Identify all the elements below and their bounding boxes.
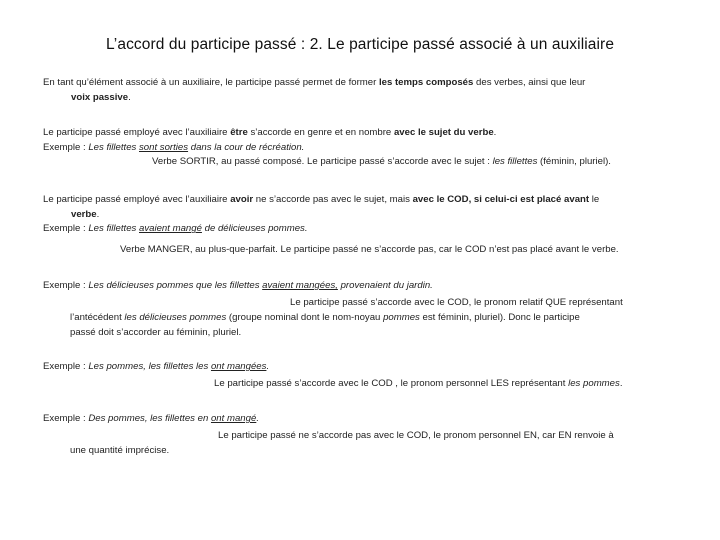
example-verb: ont mangées	[210, 361, 267, 372]
example-3-explanation	[214, 377, 622, 392]
example-2-expl-line-3: passé doit s’accorder au féminin, pluriel.	[70, 327, 242, 338]
example-text: Les pommes, les fillettes les	[88, 361, 211, 372]
avoir-keyword: avoir	[230, 194, 254, 205]
explanation-text: .	[619, 378, 623, 389]
rule-text: .	[96, 208, 100, 220]
explanation-italic: les délicieuses pommes	[124, 312, 227, 323]
example-text: provenaient du jardin.	[337, 280, 433, 291]
example-verb: sont sorties	[139, 141, 189, 153]
explanation-italic: pommes	[383, 312, 420, 323]
example-text: .	[266, 361, 270, 372]
example-2-expl-line-1: Le participe passé s’accorde avec le COD, le pronom relatif QUE représentant	[290, 297, 623, 308]
rule-text: ne s’accorde pas avec le sujet, mais	[253, 194, 413, 205]
avoir-example	[43, 222, 599, 237]
explanation-text: Verbe SORTIR, au passé composé. Le participe passé s’accorde avec le sujet :	[152, 156, 493, 167]
example-label: Exemple :	[43, 223, 89, 235]
intro-text: des verbes, ainsi que leur	[473, 77, 586, 88]
explanation-text: Le participe passé s’accorde avec le COD , le pronom personnel LES représentant	[214, 378, 569, 389]
intro-paragraph	[43, 76, 585, 105]
explanation-text: est féminin, pluriel). Donc le participe	[419, 312, 580, 323]
intro-text: En tant qu’élément associé à un auxiliaire, le participe passé permet de former	[43, 77, 379, 88]
example-label: Exemple :	[43, 413, 89, 424]
rule-emphasis: avec le COD, si celui-ci est placé avant	[412, 194, 590, 205]
explanation-italic: les fillettes	[492, 156, 538, 167]
avoir-explanation: Verbe MANGER, au plus-que-parfait. Le participe passé ne s’accorde pas, car le COD n’est pas placé avant le verbe.	[120, 244, 619, 255]
intro-line-2	[43, 91, 585, 106]
etre-example	[43, 141, 496, 156]
rule-emphasis: verbe	[71, 208, 97, 220]
example-text: dans la cour de récréation.	[188, 141, 305, 153]
avoir-rule-line-1	[43, 193, 599, 208]
example-text: .	[256, 413, 259, 424]
example-text: Les délicieuses pommes que les fillettes	[88, 280, 263, 291]
explanation-text: (féminin, pluriel).	[537, 156, 611, 167]
example-2-expl-line-2	[70, 311, 580, 326]
explanation-text: (groupe nominal dont le nom-noyau	[226, 312, 384, 323]
rule-text: Le participe passé employé avec l’auxiliaire	[43, 194, 231, 205]
example-text: de délicieuses pommes.	[201, 223, 308, 235]
example-label: Exemple :	[43, 141, 89, 153]
intro-temps-composes: les temps composés	[378, 77, 474, 88]
example-2	[43, 279, 433, 294]
avoir-rule-line-2	[43, 208, 599, 223]
etre-keyword: être	[230, 127, 248, 138]
example-4-expl-line-1: Le participe passé ne s’accorde pas avec le COD, le pronom personnel EN, car EN renvoie à	[218, 430, 614, 441]
rule-text: Le participe passé employé avec l’auxiliaire	[43, 127, 231, 138]
rule-text: le	[589, 194, 600, 205]
intro-voix-passive: voix passive	[71, 91, 129, 103]
example-4-expl-line-2: une quantité imprécise.	[70, 445, 170, 456]
intro-line-1	[43, 76, 585, 91]
page-title: L’accord du participe passé : 2. Le participe passé associé à un auxiliaire	[105, 36, 615, 53]
intro-text: .	[128, 91, 131, 103]
explanation-text: l’antécédent	[70, 312, 125, 323]
example-text: Les fillettes	[88, 223, 139, 235]
explanation-italic: les pommes	[568, 378, 620, 389]
example-verb: avaient mangé	[139, 223, 202, 235]
rule-text: .	[493, 127, 497, 138]
example-verb: avaient mangées,	[262, 280, 338, 291]
example-label: Exemple :	[43, 280, 89, 291]
etre-rule	[43, 126, 496, 155]
example-3	[43, 360, 269, 375]
rule-text: s’accorde en genre et en nombre	[247, 127, 394, 138]
example-text: Des pommes, les fillettes en	[88, 413, 211, 424]
etre-rule-line	[43, 126, 496, 141]
example-4	[43, 412, 259, 427]
rule-emphasis: avec le sujet du verbe	[393, 127, 494, 138]
example-label: Exemple :	[43, 361, 89, 372]
etre-explanation	[152, 155, 611, 170]
example-text: Les fillettes	[88, 141, 139, 153]
example-verb: ont mangé	[210, 413, 257, 424]
avoir-rule	[43, 193, 599, 237]
